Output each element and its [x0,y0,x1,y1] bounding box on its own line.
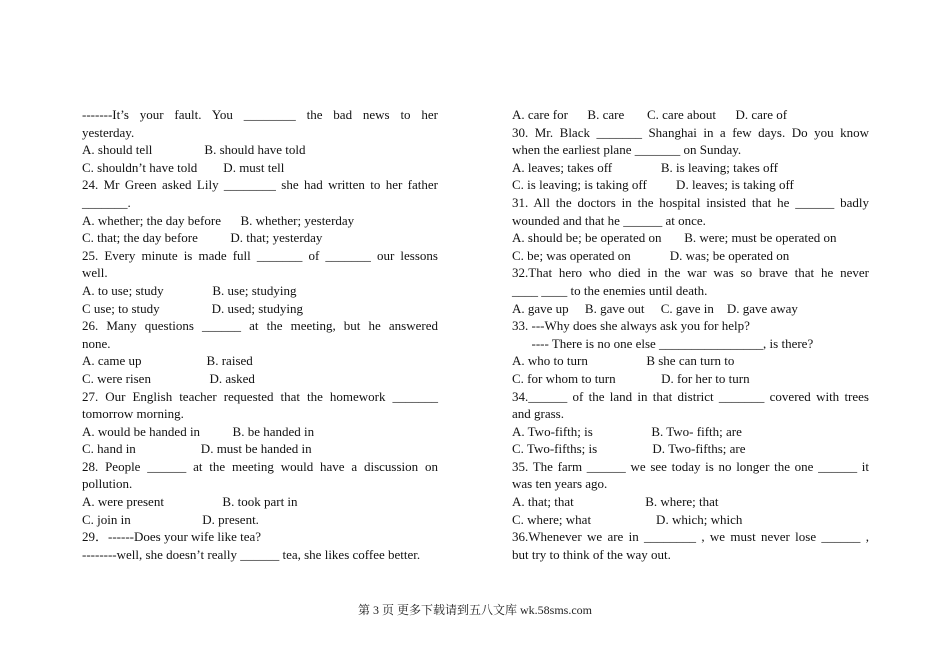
left-column [82,106,438,563]
text-line: C. is leaving; is taking off D. leaves; is taking off [512,177,794,193]
text-line: 25. Every minute is made full _______ of _______ our lessons [82,247,438,263]
text-line: A. Two-fifth; is B. Two- fifth; are [512,423,742,439]
text-line: C. for whom to turn D. for her to turn [512,370,750,386]
text-line: A. that; that B. where; that [512,494,719,510]
text-line: C. Two-fifths; is D. Two-fifths; are [512,441,746,457]
text-line: 30. Mr. Black _______ Shanghai in a few days. Do you know [512,124,869,140]
text-line: 24. Mr Green asked Lily ________ she had written to her father [82,177,438,193]
text-line: _______. [82,194,131,210]
text-line: A. should tell B. should have told [82,142,306,158]
text-line: but try to think of the way out. [512,546,671,562]
text-line: -------It’s your fault. You ________ the bad news to her [82,107,438,122]
text-line: 32.That hero who died in the war was so brave that he never [512,265,869,281]
text-line: 34.______ of the land in that district _______ covered with trees [512,388,869,404]
text-line: 28. People ______ at the meeting would have a discussion on [82,458,438,474]
text-line: yesterday. [82,124,135,140]
text-line: A. should be; be operated on B. were; must be operated on [512,230,837,246]
text-line: A. whether; the day before B. whether; yesterday [82,212,355,228]
text-line: A. were present B. took part in [82,494,298,510]
text-line: A. leaves; takes off B. is leaving; takes off [512,159,778,175]
text-line: C. join in D. present. [82,511,259,527]
text-line: C. shouldn’t have told D. must tell [82,159,285,175]
text-line: C. were risen D. asked [82,370,255,386]
text-line: C use; to study D. used; studying [82,300,304,316]
text-line: A. came up B. raised [82,353,253,369]
text-line: C. where; what D. which; which [512,511,743,527]
text-line: A. would be handed in B. be handed in [82,423,315,439]
text-line: A. gave up B. gave out C. gave in D. gave away [512,300,798,316]
text-line: 33. ---Why does she always ask you for help? [512,318,750,334]
text-line: C. that; the day before D. that; yesterday [82,230,323,246]
page-footer: 第 3 页 更多下载请到五八文库 wk.58sms.com [357,603,592,617]
text-line: C. be; was operated on D. was; be operated on [512,247,790,263]
text-line: C. hand in D. must be handed in [82,441,312,457]
text-line: 29．------Does your wife like tea? [82,529,262,545]
text-line: 26. Many questions ______ at the meeting, but he answered [82,318,438,334]
right-column [512,106,869,563]
text-line: --------well, she doesn’t really ______ tea, she likes coffee better. [82,546,421,562]
text-line: A. to use; study B. use; studying [82,282,297,298]
text-line: tomorrow morning. [82,406,184,422]
text-line: when the earliest plane _______ on Sunday. [512,142,742,158]
text-line: pollution. [82,476,133,492]
text-line: 36.Whenever we are in ________ , we must never lose ______ , [512,529,869,545]
text-line: 35. The farm ______ we see today is no longer the one ______ it [512,458,869,474]
text-line: well. [82,265,108,281]
text-line: 31. All the doctors in the hospital insisted that he ______ badly [512,194,869,210]
text-line: A. who to turn B she can turn to [512,353,735,369]
text-line: ____ ____ to the enemies until death. [512,282,708,298]
text-line: wounded and that he ______ at once. [512,212,706,228]
text-line: ---- There is no one else ________________, is there? [512,335,814,351]
text-line: and grass. [512,406,564,422]
text-line: 27. Our English teacher requested that the homework _______ [82,388,438,404]
text-line: A. care for B. care C. care about D. care of [512,107,788,122]
text-line: none. [82,335,111,351]
text-line: was ten years ago. [512,476,608,492]
